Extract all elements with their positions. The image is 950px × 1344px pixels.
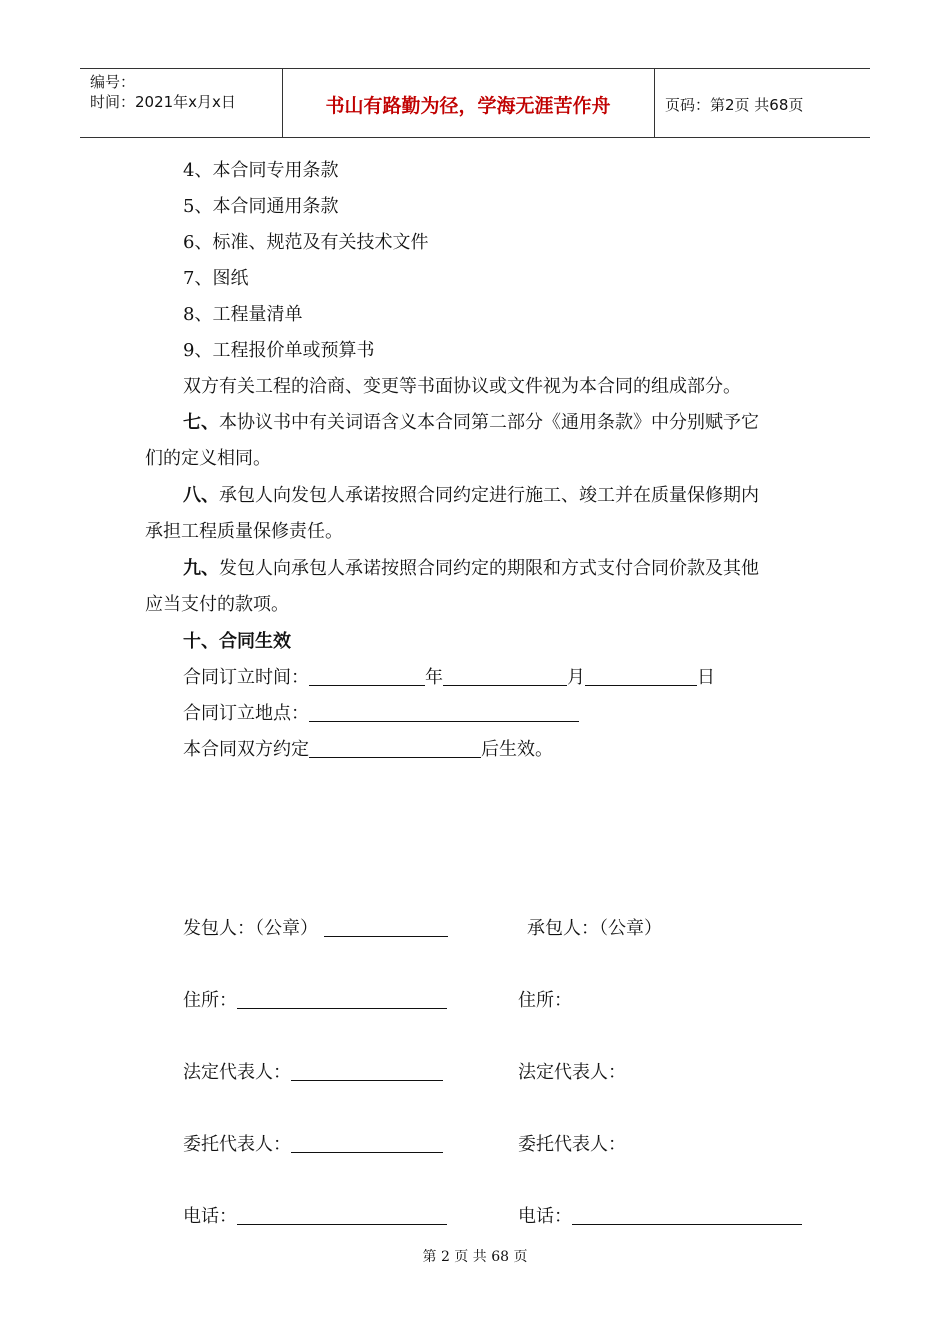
effective-condition-blank[interactable] (309, 739, 481, 758)
employer-agent-blank[interactable] (291, 1134, 443, 1153)
contractor-phone-blank[interactable] (572, 1206, 802, 1225)
list-item: 8、工程量清单 (183, 304, 303, 325)
list-item: 6、标准、规范及有关技术文件 (183, 232, 429, 253)
supplement-paragraph: 双方有关工程的洽商、变更等书面协议或文件视为本合同的组成部分。 (183, 376, 741, 397)
address-label: 住所： (183, 990, 237, 1011)
clause-7-number: 七、 (183, 412, 219, 433)
clause-8-line-2: 承担工程质量保修责任。 (145, 521, 343, 542)
list-item: 5、本合同通用条款 (183, 196, 339, 217)
clause-9-line-1 (183, 557, 759, 581)
year-label: 年 (425, 667, 443, 688)
time-label: 时间：2021年x月x日 (90, 93, 236, 111)
month-blank[interactable] (443, 667, 567, 686)
page-label: 页码：第2页 共68页 (665, 96, 804, 114)
place-blank[interactable] (309, 703, 579, 722)
clause-8-text: 承包人向发包人承诺按照合同约定进行施工、竣工并在质量保修期内 (219, 485, 759, 506)
contractor-phone-line (518, 1205, 802, 1229)
effective-suffix: 后生效。 (481, 739, 553, 760)
employer-phone-line (183, 1205, 447, 1229)
employer-legal-rep-blank[interactable] (291, 1062, 443, 1081)
employer-address-blank[interactable] (237, 990, 447, 1009)
contract-date-label: 合同订立时间： (183, 667, 309, 688)
clause-7-line-1 (183, 411, 759, 435)
clause-8-number: 八、 (183, 485, 219, 506)
employer-legal-rep-line (183, 1061, 443, 1085)
contractor-address-label: 住所： (518, 990, 572, 1011)
header-meta-cell (80, 69, 283, 137)
contractor-agent-label: 委托代表人： (518, 1134, 626, 1155)
clause-7-line-2: 们的定义相同。 (145, 448, 271, 469)
clause-8-line-1 (183, 484, 759, 508)
page-footer: 第 2 页 共 68 页 (422, 1249, 528, 1265)
list-item: 9、工程报价单或预算书 (183, 340, 375, 361)
effective-prefix: 本合同双方约定 (183, 739, 309, 760)
contract-place-line (183, 702, 579, 726)
legal-rep-label: 法定代表人： (183, 1062, 291, 1083)
header-motto-cell (282, 69, 655, 137)
phone-label: 电话： (183, 1206, 237, 1227)
motto: 书山有路勤为径，学海无涯苦作舟 (325, 95, 611, 117)
employer-address-line (183, 989, 447, 1013)
list-item: 4、本合同专用条款 (183, 160, 339, 181)
day-label: 日 (697, 667, 715, 688)
year-blank[interactable] (309, 667, 425, 686)
employer-label: 发包人：（公章） (183, 918, 318, 939)
effective-line (183, 738, 553, 762)
number-label: 编号： (90, 73, 136, 91)
clause-9-number: 九、 (183, 558, 219, 579)
header-page-cell (655, 69, 870, 137)
page-header (80, 68, 870, 138)
agent-label: 委托代表人： (183, 1134, 291, 1155)
month-label: 月 (567, 667, 585, 688)
employer-seal-line (183, 917, 448, 941)
employer-seal-blank[interactable] (324, 918, 448, 937)
day-blank[interactable] (585, 667, 697, 686)
employer-phone-blank[interactable] (237, 1206, 447, 1225)
contractor-phone-label: 电话： (518, 1206, 572, 1227)
contract-date-line (183, 666, 715, 690)
contractor-legal-rep-label: 法定代表人： (518, 1062, 626, 1083)
clause-9-line-2: 应当支付的款项。 (145, 594, 289, 615)
clause-7-text: 本协议书中有关词语含义本合同第二部分《通用条款》中分别赋予它 (219, 412, 759, 433)
clause-9-text: 发包人向承包人承诺按照合同约定的期限和方式支付合同价款及其他 (219, 558, 759, 579)
clause-10-title: 十、合同生效 (183, 631, 291, 652)
list-item: 7、图纸 (183, 268, 249, 289)
contractor-label: 承包人：（公章） (527, 918, 662, 939)
employer-agent-line (183, 1133, 443, 1157)
contract-place-label: 合同订立地点： (183, 703, 309, 724)
